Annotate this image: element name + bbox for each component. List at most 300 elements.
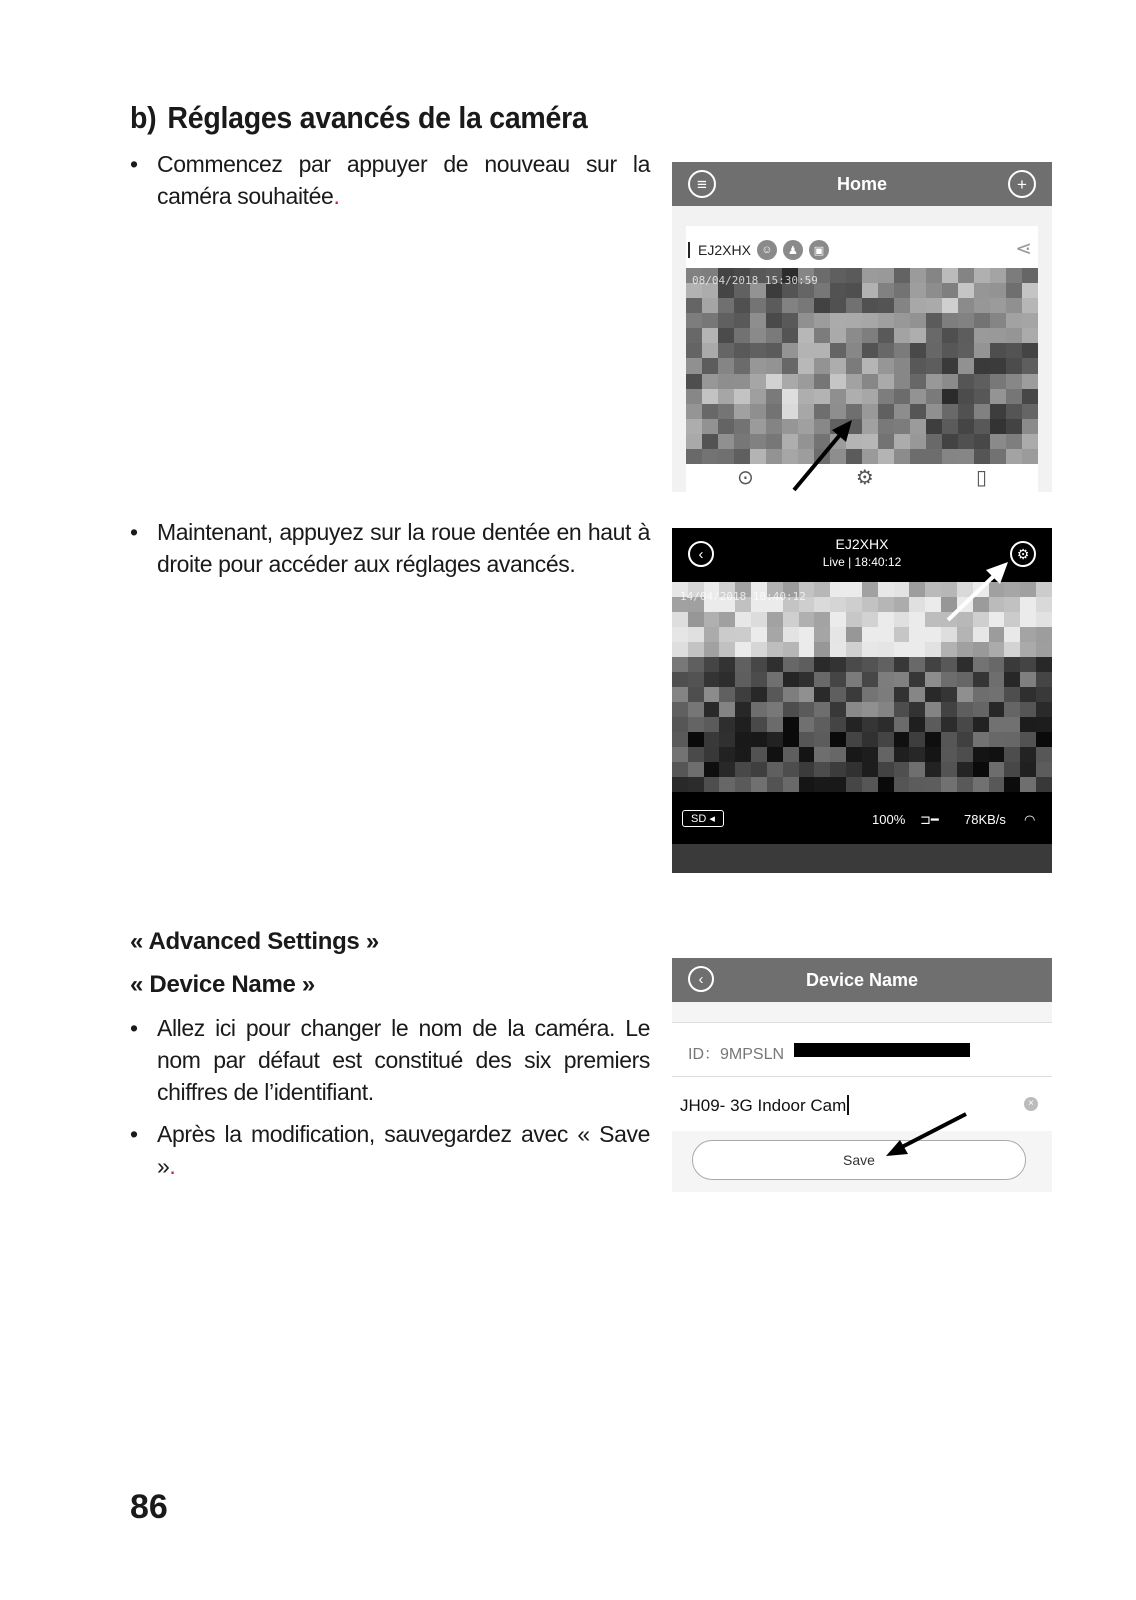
preview-pixel xyxy=(766,313,782,328)
preview-pixel xyxy=(735,612,751,627)
device-name-title: Device Name xyxy=(805,970,919,990)
preview-pixel xyxy=(1006,313,1022,328)
preview-pixel xyxy=(862,702,878,717)
preview-pixel xyxy=(1036,777,1052,792)
preview-pixel xyxy=(766,419,782,434)
preview-pixel xyxy=(878,717,894,732)
live-video[interactable] xyxy=(672,582,1052,792)
preview-pixel xyxy=(862,762,878,777)
preview-pixel xyxy=(846,358,862,373)
preview-pixel xyxy=(734,434,750,449)
preview-pixel xyxy=(894,449,910,464)
preview-pixel xyxy=(878,268,894,283)
live-camera-name: EJ2XHX xyxy=(835,536,889,552)
preview-pixel xyxy=(973,582,989,597)
save-period: . xyxy=(169,1153,176,1179)
preview-pixel xyxy=(989,642,1005,657)
preview-pixel xyxy=(846,389,862,404)
preview-pixel xyxy=(846,283,862,298)
preview-pixel xyxy=(878,672,894,687)
preview-pixel xyxy=(799,732,815,747)
preview-pixel xyxy=(750,298,766,313)
preview-pixel xyxy=(830,732,846,747)
preview-pixel xyxy=(830,687,846,702)
preview-pixel xyxy=(814,777,830,792)
id-redaction xyxy=(794,1043,970,1057)
preview-pixel xyxy=(734,404,750,419)
preview-pixel xyxy=(672,717,688,732)
preview-pixel xyxy=(942,313,958,328)
preview-pixel xyxy=(830,404,846,419)
preview-pixel xyxy=(1022,313,1038,328)
preview-pixel xyxy=(814,597,830,612)
preview-pixel xyxy=(974,328,990,343)
preview-pixel xyxy=(783,762,799,777)
preview-pixel xyxy=(846,582,862,597)
preview-pixel xyxy=(957,642,973,657)
preview-pixel xyxy=(878,358,894,373)
preview-pixel xyxy=(766,358,782,373)
device-id-row xyxy=(672,1022,1052,1077)
preview-pixel xyxy=(846,747,862,762)
preview-pixel xyxy=(1020,672,1036,687)
preview-pixel xyxy=(862,449,878,464)
preview-pixel xyxy=(735,687,751,702)
preview-pixel xyxy=(814,672,830,687)
preview-pixel xyxy=(925,582,941,597)
preview-pixel xyxy=(830,747,846,762)
preview-pixel xyxy=(688,762,704,777)
add-icon[interactable]: + xyxy=(1008,170,1036,198)
preview-pixel xyxy=(862,747,878,762)
preview-pixel xyxy=(846,627,862,642)
preview-pixel xyxy=(909,687,925,702)
preview-pixel xyxy=(990,298,1006,313)
preview-pixel xyxy=(974,404,990,419)
preview-pixel xyxy=(894,434,910,449)
preview-pixel xyxy=(846,298,862,313)
preview-pixel xyxy=(799,627,815,642)
preview-pixel xyxy=(989,762,1005,777)
preview-pixel xyxy=(878,597,894,612)
gear-icon[interactable]: ⚙ xyxy=(1010,541,1036,567)
preview-pixel xyxy=(846,419,862,434)
preview-pixel xyxy=(798,419,814,434)
preview-pixel xyxy=(990,389,1006,404)
preview-pixel xyxy=(958,268,974,283)
gear-icon[interactable]: ⚙ xyxy=(855,467,874,489)
quality-label: SD xyxy=(691,813,707,825)
save-button[interactable]: Save xyxy=(692,1140,1026,1180)
preview-pixel xyxy=(718,343,734,358)
preview-pixel xyxy=(1006,434,1022,449)
preview-pixel xyxy=(672,777,688,792)
preview-pixel xyxy=(942,449,958,464)
preview-pixel xyxy=(782,343,798,358)
preview-pixel xyxy=(1006,283,1022,298)
preview-pixel xyxy=(1006,389,1022,404)
preview-pixel xyxy=(925,702,941,717)
preview-pixel xyxy=(862,283,878,298)
preview-pixel xyxy=(1004,627,1020,642)
preview-pixel xyxy=(686,389,702,404)
preview-pixel xyxy=(702,298,718,313)
preview-pixel xyxy=(973,612,989,627)
preview-pixel xyxy=(1022,298,1038,313)
preview-pixel xyxy=(958,343,974,358)
preview-pixel xyxy=(894,313,910,328)
preview-pixel xyxy=(1022,343,1038,358)
preview-pixel xyxy=(734,298,750,313)
preview-pixel xyxy=(909,627,925,642)
preview-pixel xyxy=(735,747,751,762)
preview-pixel xyxy=(878,627,894,642)
preview-pixel xyxy=(1004,777,1020,792)
preview-pixel xyxy=(767,657,783,672)
preview-pixel xyxy=(942,358,958,373)
preview-pixel xyxy=(734,313,750,328)
preview-pixel xyxy=(1020,702,1036,717)
preview-pixel xyxy=(735,657,751,672)
preview-pixel xyxy=(672,627,688,642)
preview-pixel xyxy=(846,657,862,672)
preview-pixel xyxy=(718,419,734,434)
device-name-field[interactable] xyxy=(672,1076,1052,1131)
bullet-dot: • xyxy=(130,1015,138,1041)
preview-pixel xyxy=(862,627,878,642)
preview-pixel xyxy=(941,642,957,657)
preview-pixel xyxy=(766,328,782,343)
preview-pixel xyxy=(990,313,1006,328)
preview-pixel xyxy=(783,657,799,672)
preview-pixel xyxy=(925,732,941,747)
camera-preview[interactable] xyxy=(686,268,1038,464)
home-title: Home xyxy=(836,174,887,194)
preview-pixel xyxy=(672,657,688,672)
preview-pixel xyxy=(686,358,702,373)
preview-pixel xyxy=(942,389,958,404)
preview-pixel xyxy=(878,328,894,343)
preview-pixel xyxy=(957,672,973,687)
preview-pixel xyxy=(910,434,926,449)
preview-pixel xyxy=(894,747,910,762)
preview-pixel xyxy=(719,732,735,747)
preview-pixel xyxy=(750,389,766,404)
advanced-settings-label: « Advanced Settings » xyxy=(130,928,379,955)
preview-pixel xyxy=(751,702,767,717)
preview-pixel xyxy=(878,283,894,298)
preview-pixel xyxy=(990,449,1006,464)
preview-pixel xyxy=(814,434,830,449)
preview-pixel xyxy=(925,687,941,702)
preview-pixel xyxy=(846,702,862,717)
preview-pixel xyxy=(926,374,942,389)
preview-pixel xyxy=(878,419,894,434)
preview-pixel xyxy=(894,717,910,732)
preview-pixel xyxy=(830,343,846,358)
preview-pixel xyxy=(782,434,798,449)
preview-pixel xyxy=(1036,612,1052,627)
preview-pixel xyxy=(958,449,974,464)
preview-pixel xyxy=(686,298,702,313)
preview-pixel xyxy=(846,328,862,343)
preview-pixel xyxy=(1022,358,1038,373)
preview-pixel xyxy=(846,777,862,792)
preview-pixel xyxy=(846,732,862,747)
preview-pixel xyxy=(719,717,735,732)
preview-pixel xyxy=(734,343,750,358)
preview-pixel xyxy=(767,762,783,777)
preview-pixel xyxy=(926,389,942,404)
preview-pixel xyxy=(830,672,846,687)
preview-pixel xyxy=(814,747,830,762)
preview-pixel xyxy=(925,597,941,612)
preview-pixel xyxy=(990,434,1006,449)
preview-pixel xyxy=(942,404,958,419)
preview-pixel xyxy=(767,732,783,747)
preview-pixel xyxy=(958,389,974,404)
preview-pixel xyxy=(862,389,878,404)
preview-pixel xyxy=(798,298,814,313)
preview-pixel xyxy=(958,313,974,328)
preview-pixel xyxy=(783,642,799,657)
preview-pixel xyxy=(750,313,766,328)
preview-pixel xyxy=(1004,717,1020,732)
settings-block xyxy=(130,926,650,1192)
preview-pixel xyxy=(767,672,783,687)
preview-pixel xyxy=(974,419,990,434)
back-icon[interactable]: ‹ xyxy=(688,541,714,567)
share-icon[interactable]: ⋖ xyxy=(1015,238,1032,260)
preview-pixel xyxy=(1020,747,1036,762)
preview-pixel xyxy=(926,343,942,358)
preview-pixel xyxy=(942,283,958,298)
preview-pixel xyxy=(704,657,720,672)
preview-pixel xyxy=(688,717,704,732)
preview-pixel xyxy=(925,672,941,687)
save-text: Après la modification, sauvegardez avec « Save » xyxy=(157,1121,650,1179)
device-name-screenshot xyxy=(672,958,1052,1192)
preview-pixel xyxy=(782,419,798,434)
preview-pixel xyxy=(830,642,846,657)
back-icon[interactable]: ‹ xyxy=(688,966,714,992)
preview-pixel xyxy=(782,358,798,373)
quality-toggle[interactable]: SD ◂ xyxy=(682,810,724,827)
preview-pixel xyxy=(686,404,702,419)
preview-pixel xyxy=(862,404,878,419)
preview-pixel xyxy=(798,434,814,449)
preview-pixel xyxy=(783,777,799,792)
preview-pixel xyxy=(957,582,973,597)
preview-pixel xyxy=(846,434,862,449)
preview-pixel xyxy=(862,687,878,702)
preview-pixel xyxy=(878,313,894,328)
preview-pixel xyxy=(782,328,798,343)
preview-pixel xyxy=(958,419,974,434)
preview-pixel xyxy=(1022,434,1038,449)
preview-pixel xyxy=(990,374,1006,389)
preview-pixel xyxy=(750,343,766,358)
preview-pixel xyxy=(783,717,799,732)
preview-pixel xyxy=(688,747,704,762)
preview-pixel xyxy=(974,389,990,404)
live-status-bar xyxy=(672,792,1052,844)
preview-pixel xyxy=(958,358,974,373)
rename-bullet xyxy=(130,1012,650,1108)
preview-pixel xyxy=(735,642,751,657)
preview-pixel xyxy=(973,747,989,762)
preview-pixel xyxy=(686,419,702,434)
preview-pixel xyxy=(672,642,688,657)
preview-pixel xyxy=(941,627,957,642)
bullet-dot: • xyxy=(130,151,138,177)
preview-pixel xyxy=(830,612,846,627)
preview-pixel xyxy=(1004,612,1020,627)
preview-pixel xyxy=(830,374,846,389)
vibration-icon[interactable]: ▯ xyxy=(975,467,987,489)
sd-card-icon: ▣ xyxy=(809,240,829,260)
preview-pixel xyxy=(973,732,989,747)
preview-pixel xyxy=(974,313,990,328)
preview-pixel xyxy=(989,702,1005,717)
preview-pixel xyxy=(846,313,862,328)
preview-pixel xyxy=(909,672,925,687)
preview-pixel xyxy=(830,702,846,717)
step1-text: Commencez par appuyer de nouveau sur la caméra souhaitée xyxy=(157,151,650,209)
preview-pixel xyxy=(686,328,702,343)
preview-pixel xyxy=(814,449,830,464)
preview-pixel xyxy=(798,313,814,328)
preview-pixel xyxy=(909,657,925,672)
camera-card[interactable] xyxy=(686,226,1038,492)
device-name-value: JH09- 3G Indoor Cam xyxy=(680,1096,847,1115)
preview-pixel xyxy=(702,343,718,358)
preview-pixel xyxy=(814,313,830,328)
page-number: 86 xyxy=(130,1488,168,1526)
preview-pixel xyxy=(925,747,941,762)
preview-pixel xyxy=(909,717,925,732)
preview-pixel xyxy=(718,449,734,464)
preview-pixel xyxy=(1022,449,1038,464)
preview-pixel xyxy=(925,657,941,672)
clear-icon[interactable]: × xyxy=(1024,1097,1038,1111)
preview-pixel xyxy=(926,283,942,298)
bullet-dot: • xyxy=(130,519,138,545)
preview-pixel xyxy=(1006,404,1022,419)
preview-pixel xyxy=(830,268,846,283)
preview-pixel xyxy=(974,343,990,358)
preview-pixel xyxy=(783,687,799,702)
preview-pixel xyxy=(846,612,862,627)
preview-pixel xyxy=(1006,268,1022,283)
preview-pixel xyxy=(814,732,830,747)
preview-pixel xyxy=(990,358,1006,373)
preview-pixel xyxy=(894,358,910,373)
step1-block xyxy=(130,148,650,222)
preview-pixel xyxy=(926,434,942,449)
preview-pixel xyxy=(766,434,782,449)
preview-pixel xyxy=(799,642,815,657)
rename-text: Allez ici pour changer le nom de la caméra. Le nom par défaut est constitué des six premiers chiffres de l’identifiant. xyxy=(157,1015,650,1105)
preview-pixel xyxy=(910,283,926,298)
preview-pixel xyxy=(1004,732,1020,747)
preview-pixel xyxy=(862,777,878,792)
preview-pixel xyxy=(767,747,783,762)
camera-name: EJ2XHX xyxy=(698,242,751,258)
preview-pixel xyxy=(814,612,830,627)
preview-pixel xyxy=(941,762,957,777)
preview-pixel xyxy=(702,449,718,464)
preview-pixel xyxy=(799,657,815,672)
preview-pixel xyxy=(1006,328,1022,343)
preview-pixel xyxy=(989,717,1005,732)
preview-pixel xyxy=(958,374,974,389)
preview-pixel xyxy=(719,747,735,762)
preview-pixel xyxy=(989,747,1005,762)
preview-pixel xyxy=(735,627,751,642)
menu-icon[interactable]: ≡ xyxy=(688,170,716,198)
more-icon[interactable]: ⊙ xyxy=(737,467,754,489)
home-app-bar xyxy=(672,162,1052,206)
preview-pixel xyxy=(894,283,910,298)
preview-pixel xyxy=(814,374,830,389)
preview-pixel xyxy=(1020,732,1036,747)
preview-pixel xyxy=(910,389,926,404)
preview-pixel xyxy=(704,762,720,777)
preview-pixel xyxy=(894,642,910,657)
preview-pixel xyxy=(766,374,782,389)
preview-pixel xyxy=(719,612,735,627)
preview-pixel xyxy=(862,717,878,732)
preview-pixel xyxy=(926,449,942,464)
preview-pixel xyxy=(910,449,926,464)
preview-pixel xyxy=(672,687,688,702)
preview-pixel xyxy=(734,374,750,389)
preview-pixel xyxy=(718,313,734,328)
preview-pixel xyxy=(989,732,1005,747)
preview-pixel xyxy=(1006,419,1022,434)
preview-pixel xyxy=(973,687,989,702)
preview-pixel xyxy=(798,374,814,389)
preview-pixel xyxy=(894,328,910,343)
preview-pixel xyxy=(878,404,894,419)
preview-pixel xyxy=(1036,717,1052,732)
preview-pixel xyxy=(702,389,718,404)
preview-pixel xyxy=(751,687,767,702)
device-name-input[interactable] xyxy=(680,1095,849,1116)
preview-pixel xyxy=(814,358,830,373)
preview-pixel xyxy=(1020,597,1036,612)
preview-pixel xyxy=(783,612,799,627)
preview-pixel xyxy=(973,762,989,777)
preview-pixel xyxy=(862,268,878,283)
preview-pixel xyxy=(990,328,1006,343)
preview-pixel xyxy=(909,582,925,597)
preview-pixel xyxy=(830,762,846,777)
preview-pixel xyxy=(814,657,830,672)
preview-pixel xyxy=(799,762,815,777)
preview-pixel xyxy=(830,627,846,642)
speed-value: 78KB/s xyxy=(964,812,1006,827)
preview-pixel xyxy=(941,777,957,792)
preview-pixel xyxy=(751,657,767,672)
section-title: Réglages avancés de la caméra xyxy=(167,100,588,135)
preview-pixel xyxy=(1020,717,1036,732)
preview-pixel xyxy=(909,762,925,777)
preview-pixel xyxy=(750,419,766,434)
preview-pixel xyxy=(909,777,925,792)
preview-pixel xyxy=(878,389,894,404)
